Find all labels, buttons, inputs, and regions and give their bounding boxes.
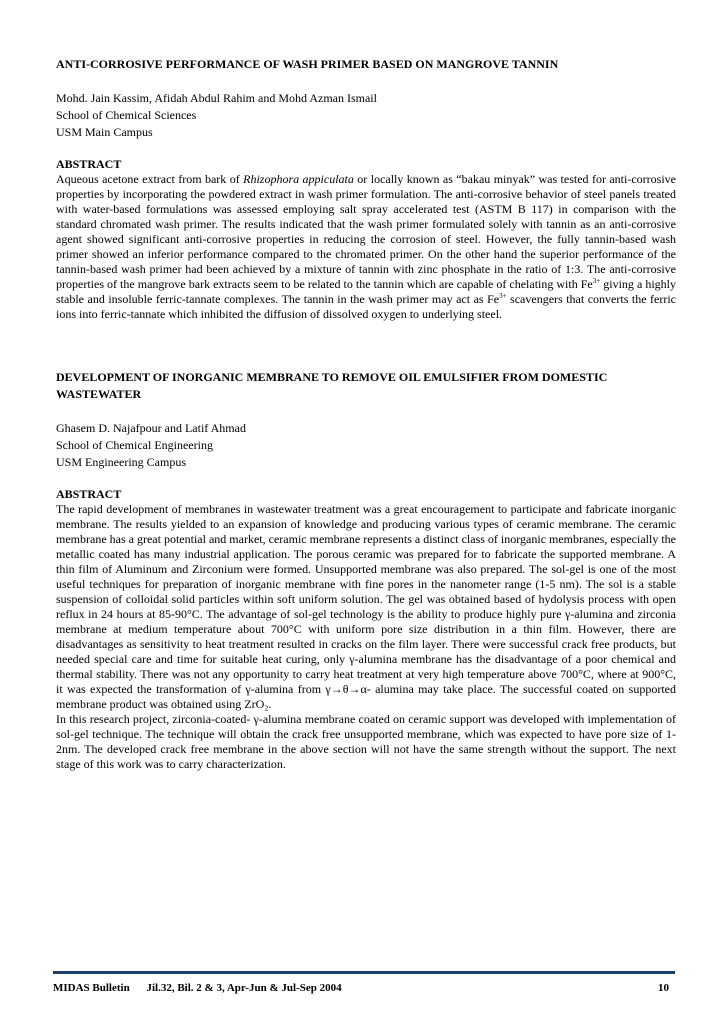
page-footer	[53, 971, 675, 994]
footer-bulletin-name: MIDAS Bulletin	[53, 982, 130, 994]
article-2	[56, 369, 676, 772]
article-1-school: School of Chemical Sciences	[56, 108, 197, 122]
article-1-abstract-heading: ABSTRACT	[56, 157, 122, 171]
article-1	[56, 56, 676, 322]
article-1-title: ANTI-CORROSIVE PERFORMANCE OF WASH PRIMER BASED ON MANGROVE TANNIN	[56, 57, 559, 71]
article-1-byline	[56, 90, 676, 141]
article-2-authors: Ghasem D. Najafpour and Latif Ahmad	[56, 421, 246, 435]
species-name: Rhizophora appiculata	[243, 172, 354, 186]
article-1-campus: USM Main Campus	[56, 125, 153, 139]
article-2-abstract	[56, 502, 676, 772]
ion-charge: 3+	[592, 277, 601, 285]
article-2-abstract-heading: ABSTRACT	[56, 487, 122, 501]
abstract-paragraph-1: The rapid development of membranes in wastewater treatment was a great encouragement to participate and fabricate inorganic membrane. The results yielded to an expansion of knowledge and producing various types of ceramic membrane. The ceramic membrane has a great potential and market, ceramic membrane represents a distinct class of inorganic membranes, especially the metallic coated has many industrial application. The porous ceramic was prepared for to fabricate the supported membrane. A thin film of Aluminum and Zirconium were formed. Unsupported membrane was also prepared. The sol-gel is one of the most useful techniques for preparation of inorganic membrane with fine pores in the nanometer range (1-5 nm). The sol is a stable suspension of colloidal solid particles within soft uniform solution. The gel was obtained based of hydolysis process with open reflux in 24 hours at 85-90°C. The advantage of sol-gel technology is the ability to produce highly pure γ-alumina and zirconia membrane at medium temperature about 700°C with uniform pore size distribution in a thin film. However, there are disadvantages as sensitivity to heat treatment resulted in cracks on the film layer. There were successful crack free products, but needed special care and time for suitable heat curing, only γ-alumina membrane has the disadvantage of a poor chemical and thermal stability. There was not any opportunity to carry heat treatment at very high temperature above 700°C, where at 900°C, it was expected the transformation of γ-alumina from γ→θ→α- alumina may take place. The successful coated on supported membrane product was obtained using ZrO₂.	[56, 502, 676, 711]
footer-issue: Jil.32, Bil. 2 & 3, Apr-Jun & Jul-Sep 2004	[146, 982, 342, 994]
article-2-byline	[56, 420, 676, 471]
page-content	[56, 56, 676, 772]
ion-charge: 3+	[499, 292, 507, 300]
article-2-title: DEVELOPMENT OF INORGANIC MEMBRANE TO REMOVE OIL EMULSIFIER FROM DOMESTIC WASTEWATER	[56, 370, 608, 401]
abstract-text: giving a highly stable and insoluble ferric-tannate complexes. The tannin in the wash primer may act as Fe	[56, 277, 676, 306]
page-number: 10	[658, 982, 669, 994]
article-1-abstract	[56, 172, 676, 322]
footer-citation	[53, 982, 356, 994]
article-2-school: School of Chemical Engineering	[56, 438, 213, 452]
abstract-text: scavengers that converts the ferric ions into ferric-tannate which inhibited the diffusion of dissolved oxygen to underlying steel.	[56, 292, 677, 321]
abstract-paragraph-2: In this research project, zirconia-coated- γ-alumina membrane coated on ceramic support was developed with implementation of sol-gel technique. The technique will obtain the crack free unsupported membrane, which was expected to have pore size of 1-2nm. The developed crack free membrane in the above section will not have the same strength without the support. The next stage of this work was to carry characterization.	[56, 712, 676, 771]
abstract-text: Aqueous acetone extract from bark of	[56, 172, 244, 186]
article-1-authors: Mohd. Jain Kassim, Afidah Abdul Rahim and Mohd Azman Ismail	[56, 91, 377, 105]
abstract-text: or locally known as “bakau minyak” was tested for anti-corrosive properties by incorporating the powdered extract in wash primer formulation. The anti-corrosive behavior of steel panels treated with water-based formulations was assessed employing salt spray accelerated test (ASTM B 117) in comparison with the standard chromated wash primer. The results indicated that the wash primer formulated solely with tannin as an anti-corrosive agent showed significant anti-corrosive properties in reducing the corrosion of steel. However, the fully tannin-based wash primer showed an inferior performance compared to the chromated primer. On the other hand the superior performance of the tannin-based wash primer had been achieved by a mixture of tannin with zinc phosphate in the ratio of 1:3. The anti-corrosive properties of the mangrove bark extracts seem to be related to the tannin which are capable of chelating with Fe	[56, 172, 676, 291]
article-2-campus: USM Engineering Campus	[56, 455, 186, 469]
